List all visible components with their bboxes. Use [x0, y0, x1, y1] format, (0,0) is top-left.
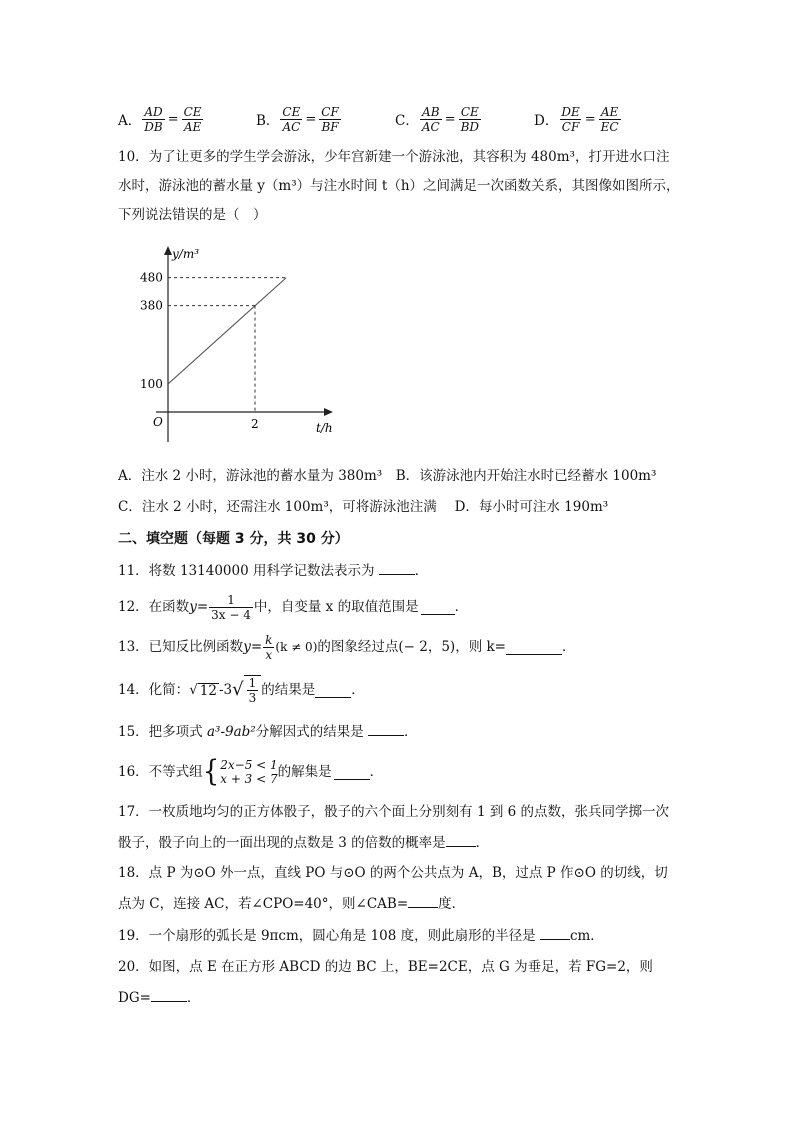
option-label: D． — [534, 113, 559, 129]
x-axis-arrow — [324, 408, 333, 416]
radical-sign: √ — [189, 682, 198, 698]
q10-options-line-2: C．注水 2 小时，还需注水 100m³，可将游泳池注满 D．每小时可注水 190m³ — [118, 499, 609, 515]
inequality-system — [202, 755, 278, 789]
denominator: AC — [282, 119, 301, 134]
option-label: C． — [395, 113, 419, 129]
q9-option-d[interactable] — [534, 100, 622, 138]
equals-sign: = — [250, 639, 263, 655]
option-label: B． — [256, 113, 280, 129]
period: ． — [351, 682, 365, 698]
numerator: DE — [561, 104, 580, 119]
y-axis-label: y/m³ — [172, 247, 200, 261]
q19-end: cm． — [569, 928, 604, 944]
q12-var: y — [189, 599, 197, 615]
equals-sign: = — [196, 599, 209, 615]
equals-sign: = — [167, 111, 179, 127]
answer-blank[interactable] — [421, 600, 455, 615]
period: ． — [414, 563, 429, 579]
period: ． — [369, 764, 384, 780]
q16-pre: 16．不等式组 — [118, 764, 203, 780]
denominator: CF — [561, 119, 580, 134]
q9-option-b[interactable] — [256, 100, 342, 138]
fraction — [182, 105, 204, 134]
fraction — [420, 105, 442, 134]
radical-sign: √ — [232, 679, 244, 700]
q10-options-line-1: A．注水 2 小时，游泳池的蓄水量为 380m³ B．该游泳池内开始注水时已经蓄水 100m³ — [118, 468, 657, 484]
fraction — [559, 105, 581, 134]
answer-blank[interactable] — [446, 832, 476, 847]
numerator: CE — [282, 104, 301, 119]
q16 — [118, 755, 383, 789]
sqrt-one-third — [232, 675, 261, 705]
numerator: AB — [422, 104, 440, 119]
fraction — [599, 105, 621, 134]
radicand: 12 — [199, 682, 217, 699]
q14 — [118, 673, 365, 707]
answer-blank[interactable] — [151, 987, 187, 1002]
denominator: BD — [460, 119, 480, 134]
q12-post: 中，自变量 x 的取值范围是 — [253, 599, 419, 615]
period: ． — [475, 835, 490, 851]
denominator: AE — [183, 119, 202, 134]
numerator: CE — [460, 104, 479, 119]
fraction — [459, 105, 481, 134]
radicand — [244, 675, 262, 705]
q18-line-2 — [118, 893, 465, 914]
equals-sign: = — [444, 111, 456, 127]
numerator: AD — [144, 104, 163, 119]
fraction — [280, 105, 302, 134]
q19-text: 19．一个扇形的弧长是 9πcm，圆心角是 108 度，则此扇形的半径是 — [118, 928, 540, 944]
answer-blank[interactable] — [506, 640, 562, 655]
q10-line-2: 水时，游泳池的蓄水量 y（m³）与注水时间 t（h）之间满足一次函数关系，其图像如图所示， — [118, 178, 680, 194]
q18-end: 度． — [438, 896, 466, 912]
q12-fraction — [209, 593, 253, 622]
numerator: k — [265, 632, 273, 647]
fraction — [247, 676, 259, 705]
denominator: DB — [144, 119, 163, 134]
q13-end: ． — [561, 639, 576, 655]
q13-pre: 13．已知反比例函数 — [118, 639, 244, 655]
section-title: 二、填空题（每题 3 分，共 30 分） — [118, 531, 349, 547]
inequality-row: x + 3 < 7 — [220, 772, 278, 786]
q17-line-1: 17．一枚质地均匀的正方体骰子，骰子的六个面上分别刻有 1 到 6 的点数，张兵同学掷一次 — [118, 804, 670, 820]
q20-line-1: 20．如图，点 E 在正方形 ABCD 的边 BC 上，BE=2CE，点 G 为垂足，若 FG=2，则 — [118, 959, 653, 975]
q18-text: 点为 C，连接 AC，若∠CPO=40°，则∠CAB= — [118, 896, 409, 912]
q10-graph — [130, 240, 370, 450]
function-line — [168, 278, 286, 384]
numerator: 1 — [227, 592, 235, 607]
x-axis-label: t/h — [316, 421, 333, 435]
denominator: EC — [600, 119, 619, 134]
system-rows — [220, 758, 277, 786]
q13 — [118, 632, 575, 662]
q10-line-3: 下列说法错误的是（ ） — [118, 207, 267, 223]
q13-var: y — [243, 639, 251, 655]
option-label: A． — [118, 113, 142, 129]
q15-post: 分解因式的结果是 — [255, 724, 368, 740]
q9-options — [118, 100, 678, 140]
numerator: 1 — [248, 676, 257, 690]
q17-line-2 — [118, 832, 489, 853]
y-tick-label: 480 — [140, 270, 163, 285]
period: ． — [186, 990, 201, 1006]
q15-pre: 15．把多项式 — [118, 724, 207, 740]
numerator: CE — [183, 104, 202, 119]
x-tick-label: 2 — [251, 417, 259, 431]
sqrt-12 — [189, 680, 219, 700]
fraction — [142, 105, 164, 134]
q11-text: 11．将数 13140000 用科学记数法表示为 — [118, 563, 379, 579]
y-tick-label: 380 — [140, 298, 163, 313]
q16-post: 的解集是 — [277, 764, 332, 780]
q17-text: 骰子，骰子向上的一面出现的点数是 3 的倍数的概率是 — [118, 835, 446, 851]
numerator: CF — [321, 104, 339, 119]
period: ． — [404, 724, 418, 740]
q11 — [118, 560, 428, 581]
answer-blank[interactable] — [408, 893, 438, 908]
q20-line-2 — [118, 987, 200, 1008]
q14-mid: -3 — [218, 682, 233, 698]
denominator: 3x − 4 — [211, 607, 251, 622]
q12 — [118, 593, 468, 621]
q20-text: DG= — [118, 990, 151, 1006]
answer-blank[interactable] — [334, 765, 370, 780]
q12-pre: 12．在函数 — [118, 599, 190, 615]
q13-fraction — [263, 633, 274, 662]
q19 — [118, 925, 604, 946]
denominator: AC — [421, 119, 440, 134]
denominator: BF — [321, 119, 339, 134]
brace: { — [202, 755, 220, 789]
fraction — [319, 105, 341, 134]
q14-post: 的结果是 — [261, 682, 316, 698]
equals-sign: = — [305, 111, 317, 127]
answer-blank[interactable] — [368, 721, 404, 736]
q14-pre: 14．化简： — [118, 682, 190, 698]
answer-blank[interactable] — [315, 683, 351, 698]
q9-option-a[interactable] — [118, 100, 205, 138]
answer-blank[interactable] — [540, 925, 570, 940]
denominator: 3 — [248, 691, 257, 705]
q13-post: 的图象经过点(− 2，5)，则 k= — [317, 639, 506, 655]
y-tick-label: 100 — [140, 377, 163, 391]
y-axis-arrow — [164, 246, 172, 255]
q9-option-c[interactable] — [395, 100, 482, 138]
period: ． — [454, 599, 469, 615]
q10-line-1: 10．为了让更多的学生学会游泳，少年宫新建一个游泳池，其容积为 480m³，打开进水口注 — [118, 149, 670, 165]
origin-label: O — [153, 415, 163, 429]
q15-expression: a³-9ab² — [206, 724, 256, 740]
numerator: AE — [600, 104, 619, 119]
q15 — [118, 721, 418, 742]
denominator: x — [265, 647, 273, 662]
q13-condition: (k ≠ 0) — [275, 640, 318, 654]
equals-sign: = — [584, 111, 596, 127]
answer-blank[interactable] — [379, 560, 415, 575]
inequality-row: 2x−5 < 1 — [220, 758, 278, 772]
q18-line-1: 18．点 P 为⊙O 外一点，直线 PO 与⊙O 的两个公共点为 A，B，过点 P 作⊙O 的切线，切 — [118, 865, 668, 881]
